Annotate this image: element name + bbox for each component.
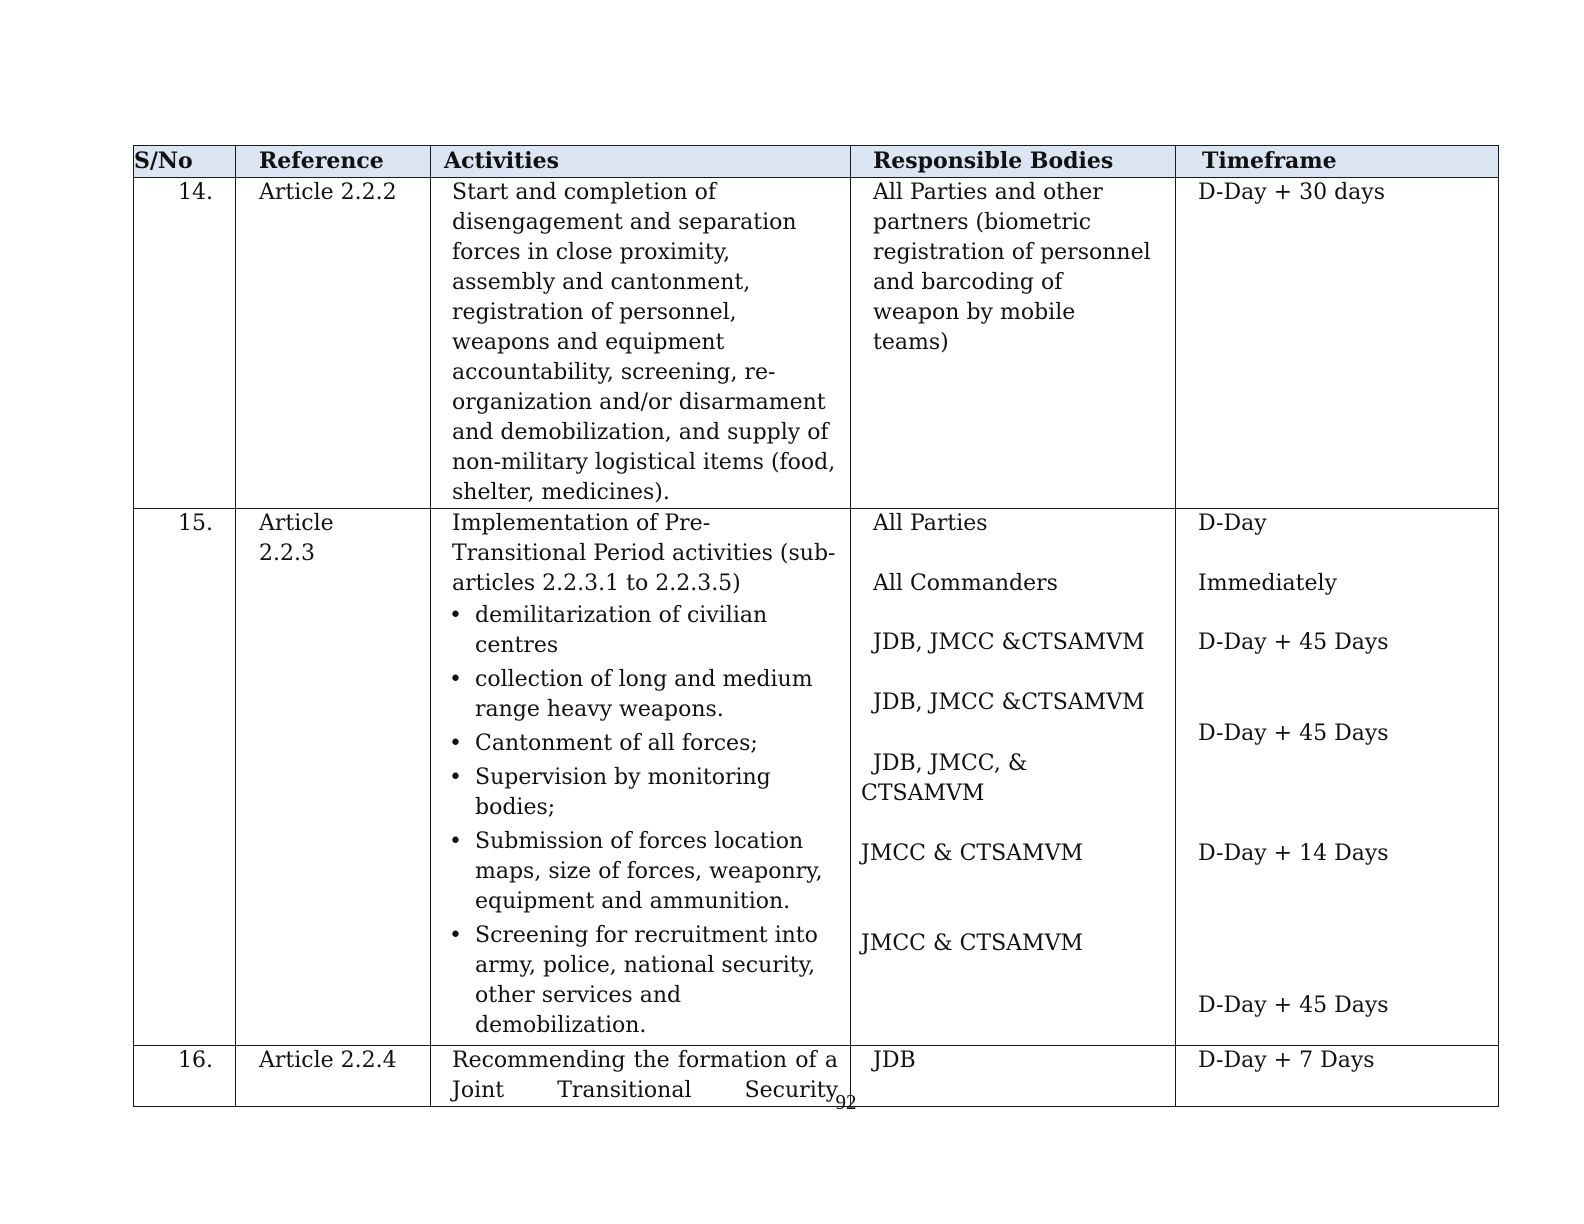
timeframe-item: D-Day + 45 Days	[1198, 993, 1389, 1018]
list-item: • Submission of forces location maps, size of forces, weaponry, equipment and ammunition.	[452, 827, 838, 917]
reference-line: Article	[259, 511, 334, 536]
page-number: 92	[835, 1090, 857, 1114]
table-header-row	[134, 146, 1499, 178]
responsible-item: JMCC & CTSAMVM	[861, 841, 1083, 866]
timeframe-item: D-Day + 14 Days	[1198, 841, 1389, 866]
cell-responsible-bodies: All Parties and other partners (biometric registration of personnel and barcoding of weapon by mobile teams)	[851, 178, 1176, 509]
header-activities: Activities	[431, 146, 851, 178]
responsible-item: All Commanders	[873, 571, 1058, 596]
list-item: • Screening for recruitment into army, police, national security, other services and demobilization.	[452, 921, 838, 1041]
cell-responsible-bodies	[851, 509, 1176, 1046]
activities-table	[133, 145, 1499, 1107]
cell-timeframe: D-Day + 30 days	[1176, 178, 1499, 509]
header-sno: S/No	[134, 146, 236, 178]
responsible-item: JDB, JMCC &CTSAMVM	[873, 690, 1145, 715]
timeframe-item: D-Day	[1198, 511, 1267, 536]
cell-timeframe: D-Day + 7 Days	[1176, 1046, 1499, 1107]
responsible-item: JDB, JMCC, &	[873, 751, 1028, 776]
cell-sno: 16.	[134, 1046, 236, 1107]
list-item: • Cantonment of all forces;	[452, 729, 838, 759]
timeframe-item: D-Day + 45 Days	[1198, 721, 1389, 746]
list-item: • collection of long and medium range heavy weapons.	[452, 665, 838, 725]
cell-activities	[431, 509, 851, 1046]
cell-reference: Article 2.2.2	[236, 178, 431, 509]
list-item: • Supervision by monitoring bodies;	[452, 763, 838, 823]
list-item: • demilitarization of civilian centres	[452, 601, 838, 661]
responsible-item: JDB, JMCC &CTSAMVM	[873, 630, 1145, 655]
cell-reference	[236, 509, 431, 1046]
header-responsible-bodies: Responsible Bodies	[851, 146, 1176, 178]
cell-reference: Article 2.2.4	[236, 1046, 431, 1107]
cell-responsible-bodies: JDB	[851, 1046, 1176, 1107]
reference-line: 2.2.3	[259, 541, 315, 566]
responsible-item: All Parties	[873, 511, 988, 536]
header-reference: Reference	[236, 146, 431, 178]
responsible-item: JMCC & CTSAMVM	[861, 931, 1083, 956]
table-row	[134, 509, 1499, 1046]
cell-activities: Start and completion of disengagement and separation forces in close proximity, assembly and cantonment, registration of personnel, weapons and equipment accountability, screening, re-organization and/or disarmament and demobilization, and supply of non-military logistical items (food, shelter, medicines).	[431, 178, 851, 509]
timeframe-item: Immediately	[1198, 571, 1337, 596]
timeframe-item: D-Day + 45 Days	[1198, 630, 1389, 655]
header-timeframe: Timeframe	[1176, 146, 1499, 178]
responsible-item: CTSAMVM	[861, 781, 985, 806]
activities-bullet-list	[452, 601, 838, 1041]
cell-sno: 14.	[134, 178, 236, 509]
activities-line: Recommending the formation of a	[452, 1048, 838, 1073]
cell-timeframe	[1176, 509, 1499, 1046]
activities-line: Joint Transitional Security	[452, 1078, 838, 1103]
cell-sno: 15.	[134, 509, 236, 1046]
activities-intro: Implementation of Pre-Transitional Period activities (sub-articles 2.2.3.1 to 2.2.3.5)	[452, 511, 836, 596]
table-row	[134, 178, 1499, 509]
